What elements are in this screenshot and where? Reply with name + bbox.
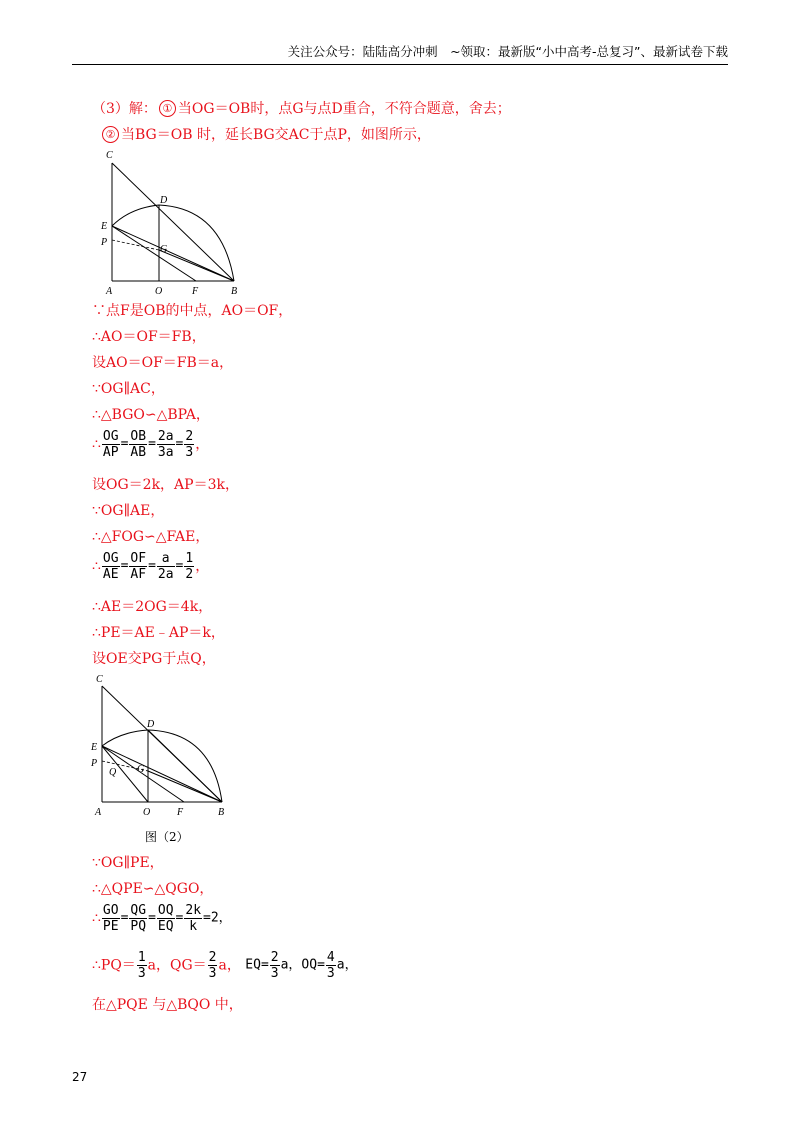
case-2-text: 当BG＝OB 时，延长BG交AC于点P，如图所示， [121, 127, 431, 143]
numerator: 2k [185, 903, 202, 918]
label-G: G [137, 764, 145, 775]
solution-line-2 [100, 126, 431, 144]
denominator: 3a [157, 445, 174, 460]
solution-line-14: ∴PE＝AE﹣AP＝k， [92, 625, 225, 641]
solution-line-3: ∵点F是OB的中点，AO＝OF， [92, 303, 293, 319]
numerator: 2a [157, 429, 174, 444]
denominator: 3 [185, 445, 194, 460]
numerator: 1 [185, 551, 194, 566]
denominator: AB [130, 445, 147, 460]
solution-line-9: 设OG＝2k，AP＝3k， [92, 477, 239, 493]
denominator: PQ [130, 919, 147, 934]
numerator: OB [130, 429, 147, 444]
solution-line-16: ∵OG∥PE， [92, 855, 164, 871]
label-P: P [91, 758, 98, 769]
label-P: P [101, 237, 108, 248]
fraction-og-ap [102, 429, 120, 460]
fraction-og-ae [102, 551, 120, 582]
label-O: O [155, 286, 163, 297]
numerator: OG [102, 429, 119, 444]
numerator: OQ [157, 903, 174, 918]
fraction-1-3 [137, 950, 147, 981]
denominator: k [189, 919, 198, 934]
fraction-2a-3a [157, 429, 175, 460]
segment-text: ∴PQ＝ [92, 957, 136, 974]
solution-line-7: ∴△BGO∽△BPA， [92, 407, 210, 423]
solution-line-13: ∴AE＝2OG＝4k， [92, 599, 213, 615]
label-F: F [192, 286, 199, 297]
numerator: OF [130, 551, 147, 566]
segment-text: a，QG＝ [147, 957, 207, 974]
fraction-ob-ab [129, 429, 147, 460]
page-number: 27 [72, 1070, 88, 1084]
fraction-4-3 [326, 950, 336, 981]
fraction-2k-k [184, 903, 202, 934]
fraction-2-3 [184, 429, 194, 460]
label-B: B [218, 807, 225, 818]
numerator: a [157, 551, 175, 567]
denominator: 3 [270, 966, 279, 981]
numerator: 2 [208, 950, 217, 965]
label-D: D [160, 195, 168, 206]
therefore-symbol: ∴ [92, 436, 101, 453]
label-C: C [106, 150, 113, 161]
numerator: GO [102, 903, 119, 918]
denominator: AF [130, 567, 147, 582]
figure-caption: 图（2） [145, 830, 189, 844]
therefore-symbol: ∴ [92, 910, 101, 927]
denominator: 3 [137, 966, 146, 981]
solution-line-11: ∴△FOG∽△FAE， [92, 529, 210, 545]
solution-line-1 [92, 100, 511, 118]
label-A: A [106, 286, 113, 297]
solution-line-8: ∴ $\frac{OG}{AP}$ = $\frac{OB}{AB}$ = $\frac{2a}{3a}$ = $\frac{2}{3}$ ， [92, 429, 210, 460]
solution-line-15: 设OE交PG于点Q， [92, 651, 216, 667]
label-G: G [160, 244, 168, 255]
numerator: QG [130, 903, 147, 918]
label-A: A [95, 807, 102, 818]
solution-line-10: ∵OG∥AE， [92, 503, 165, 519]
solution-line-4: ∴AO＝OF＝FB， [92, 329, 206, 345]
label-O: O [143, 807, 151, 818]
case-1-text: 当OG＝OB时，点G与点D重合，不符合题意，舍去； [177, 101, 511, 117]
label-Q: Q [109, 767, 117, 778]
fraction-go-pe [102, 903, 120, 934]
fraction-oq-eq [157, 903, 175, 934]
circled-number-2: ② [102, 126, 119, 143]
label-C: C [96, 674, 103, 685]
solution-line-6: ∵OG∥AC， [92, 381, 165, 397]
segment-text: a，OQ= [280, 957, 325, 973]
fraction-qg-pq [129, 903, 147, 934]
numerator: 2 [270, 950, 279, 965]
segment-text: a， [218, 957, 241, 974]
geometry-figure-1 [92, 148, 252, 302]
fraction-2-3 [270, 950, 280, 981]
denominator: 3 [208, 966, 217, 981]
line-suffix: =2， [203, 910, 232, 926]
fraction-1-2 [184, 551, 194, 582]
solution-line-17: ∴△QPE∽△QGO， [92, 881, 214, 897]
denominator: 3 [326, 966, 335, 981]
solution-line-5: 设AO＝OF＝FB＝a， [92, 355, 234, 371]
denominator: AE [102, 567, 119, 582]
label-F: F [177, 807, 184, 818]
line-suffix: ， [195, 436, 210, 453]
numerator: 4 [326, 950, 335, 965]
denominator: AP [102, 445, 119, 460]
geometry-figure-2 [80, 672, 240, 826]
therefore-symbol: ∴ [92, 558, 101, 575]
solution-line-12: ∴ $\frac{OG}{AE}$ = $\frac{OF}{AF}$ = $\frac{a}{2a}$ = $\frac{1}{2}$ ， [92, 551, 210, 582]
denominator: PE [102, 919, 119, 934]
denominator: EQ [157, 919, 174, 934]
numerator: 1 [137, 950, 146, 965]
label-D: D [147, 719, 155, 730]
fraction-of-af [129, 551, 147, 582]
solution-prefix: （3）解： [92, 101, 157, 117]
fraction-2-3 [208, 950, 218, 981]
label-E: E [91, 742, 98, 753]
numerator: 2 [185, 429, 194, 444]
fraction-a-2a [157, 551, 175, 582]
page-header: 关注公众号：陆陆高分冲刺 ~领取：最新版“小中高考-总复习”、最新试卷下载 [72, 44, 728, 65]
label-B: B [231, 286, 238, 297]
numerator: OG [102, 551, 119, 566]
circled-number-1: ① [159, 100, 176, 117]
solution-line-18: ∴ $\frac{GO}{PE}$ = $\frac{QG}{PQ}$ = $\frac{OQ}{EQ}$ = $\frac{2k}{k}$ =2， [92, 903, 232, 934]
denominator: 2 [185, 567, 194, 582]
segment-text: EQ= [245, 957, 269, 973]
solution-line-20: 在△PQE 与△BQO 中， [92, 997, 243, 1013]
line-suffix: ， [195, 558, 210, 575]
denominator: 2a [157, 567, 174, 582]
segment-text: a， [336, 957, 358, 973]
label-E: E [101, 221, 108, 232]
solution-line-19 [92, 950, 358, 981]
